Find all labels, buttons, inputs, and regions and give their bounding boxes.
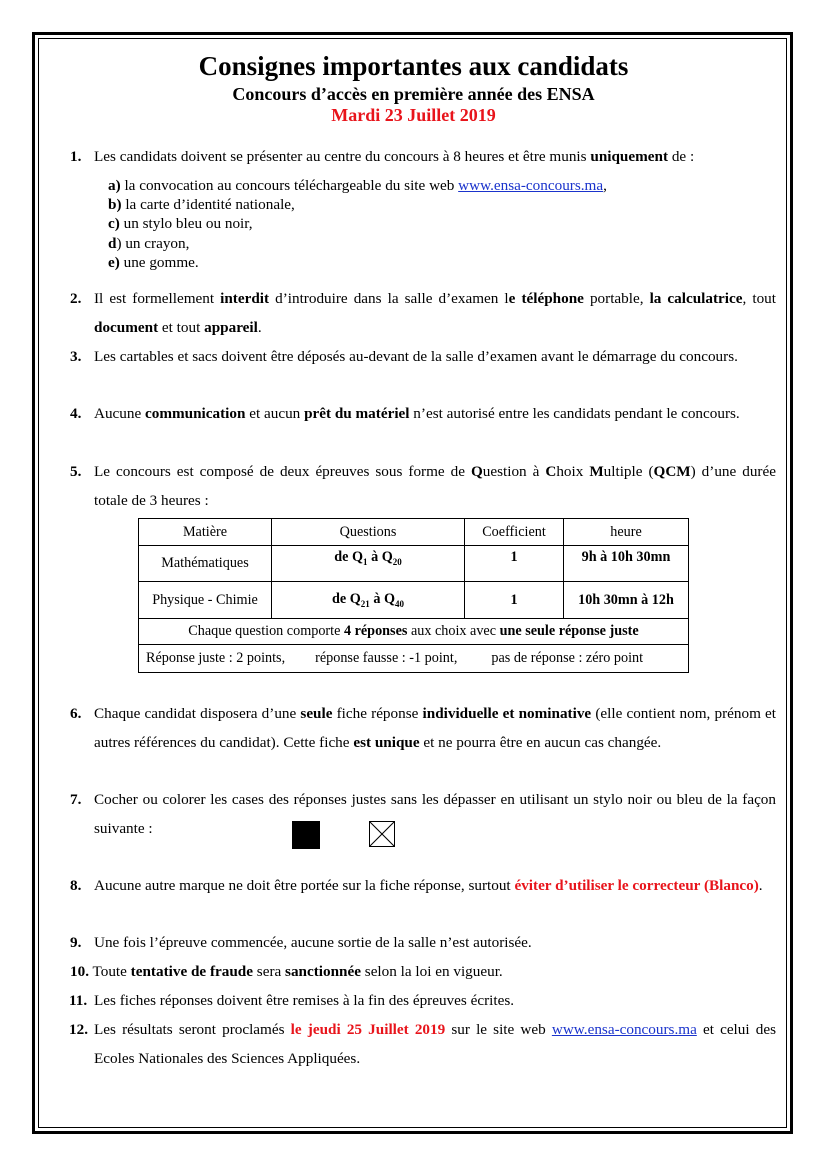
item-number: 5. xyxy=(70,463,82,480)
ensa-website-link[interactable]: www.ensa-concours.ma xyxy=(458,177,604,194)
item-text: 10. Toute tentative de fraude sera sanctionnée selon la loi en vigueur. xyxy=(70,963,503,980)
item-text: Une fois l’épreuve commencée, aucune sortie de la salle n’est autorisée. xyxy=(94,934,532,951)
ensa-results-link[interactable]: www.ensa-concours.ma xyxy=(551,1021,697,1038)
table-row xyxy=(139,582,689,619)
instruction-6 xyxy=(70,699,776,757)
table-header: Coefficient xyxy=(465,519,564,546)
required-item-d: d) un crayon, xyxy=(108,235,190,252)
table-header: Matière xyxy=(139,519,272,546)
table-cell: de $Q_1$ à $Q_{20}$ xyxy=(272,546,465,582)
exam-date: Mardi 23 Juillet 2019 xyxy=(331,105,496,125)
table-cell: Physique - Chimie xyxy=(139,582,272,619)
table-cell: 10h 30mn à 12h xyxy=(564,582,689,619)
instruction-4 xyxy=(70,399,776,428)
item-text: Les candidats doivent se présenter au centre du concours à 8 heures et être munis uniquement de : xyxy=(94,148,695,165)
instruction-5 xyxy=(70,457,776,515)
table-cell: de $Q_{21}$ à $Q_{40}$ xyxy=(272,582,465,619)
table-cell: 1 xyxy=(465,546,564,582)
page-title: Consignes importantes aux candidats xyxy=(198,51,629,81)
instruction-11 xyxy=(70,986,776,1015)
item-number: 8. xyxy=(70,877,82,894)
item-number: 10. xyxy=(70,963,89,980)
item-text: Il est formellement interdit d’introduire dans la salle d’examen le téléphone portable, la calculatrice, tout document et tout appareil. xyxy=(94,290,776,336)
table-header: Questions xyxy=(272,519,465,546)
item-number: 1. xyxy=(70,148,82,165)
instruction-9 xyxy=(70,928,776,957)
item-number: 11. xyxy=(69,992,88,1009)
item-number: 3. xyxy=(70,348,82,365)
instruction-8 xyxy=(70,871,776,900)
answer-rule-note: Chaque question comporte 4 réponses aux choix avec une seule réponse juste xyxy=(139,619,689,645)
exam-schedule-table xyxy=(138,518,689,673)
scoring-rules: Réponse juste : 2 points, réponse fausse : -1 point, pas de réponse : zéro point xyxy=(139,645,689,673)
item-text: Les cartables et sacs doivent être déposés au-devant de la salle d’examen avant le démarrage du concours. xyxy=(94,348,738,365)
item-number: 12. xyxy=(69,1021,88,1038)
page-subtitle: Concours d’accès en première année des ENSA xyxy=(232,84,595,104)
table-cell: 9h à 10h 30mn xyxy=(564,546,689,582)
item-text: Les résultats seront proclamés le jeudi 25 Juillet 2019 sur le site web www.ensa-concours.ma et celui des Ecoles Nationales des Sciences Appliquées. xyxy=(94,1021,776,1067)
item-text: Chaque candidat disposera d’une seule fiche réponse individuelle et nominative (elle contient nom, prénom et autres références du candidat). Cette fiche est unique et ne pourra être en aucun cas changée. xyxy=(94,705,776,751)
required-item-c: c) un stylo bleu ou noir, xyxy=(108,215,253,232)
item-number: 6. xyxy=(70,705,82,722)
table-cell: Mathématiques xyxy=(139,546,272,582)
item-number: 4. xyxy=(70,405,82,422)
required-item-a: a) la convocation au concours téléchargeable du site web www.ensa-concours.ma, xyxy=(108,177,607,194)
item-text: Aucune communication et aucun prêt du matériel n’est autorisé entre les candidats pendant le concours. xyxy=(94,405,740,422)
item-number: 9. xyxy=(70,934,82,951)
table-row xyxy=(139,546,689,582)
instruction-10 xyxy=(70,957,776,986)
table-cell: 1 xyxy=(465,582,564,619)
item-text: Le concours est composé de deux épreuves sous forme de Question à Choix Multiple (QCM) d’une durée totale de 3 heures : xyxy=(94,463,776,509)
table-scoring-row xyxy=(139,645,689,673)
instruction-1 xyxy=(70,142,776,171)
item-text: Aucune autre marque ne doit être portée sur la fiche réponse, surtout éviter d’utiliser le correcteur (Blanco). xyxy=(94,877,763,894)
item-number: 7. xyxy=(70,791,82,808)
table-note-row xyxy=(139,619,689,645)
instruction-12 xyxy=(70,1015,776,1073)
table-header: heure xyxy=(564,519,689,546)
crossed-box-example xyxy=(369,821,395,847)
instruction-3 xyxy=(70,342,776,371)
required-item-b: b) la carte d’identité nationale, xyxy=(108,196,295,213)
instruction-2 xyxy=(70,284,776,342)
instruction-7 xyxy=(70,785,776,843)
item-number: 2. xyxy=(70,290,82,307)
table-header-row xyxy=(139,519,689,546)
filled-box-example xyxy=(292,821,320,849)
required-item-e: e) une gomme. xyxy=(108,254,199,271)
item-text: Les fiches réponses doivent être remises à la fin des épreuves écrites. xyxy=(94,992,515,1009)
item-text: Cocher ou colorer les cases des réponses justes sans les dépasser en utilisant un stylo noir ou bleu de la façon suivante : xyxy=(94,791,776,837)
